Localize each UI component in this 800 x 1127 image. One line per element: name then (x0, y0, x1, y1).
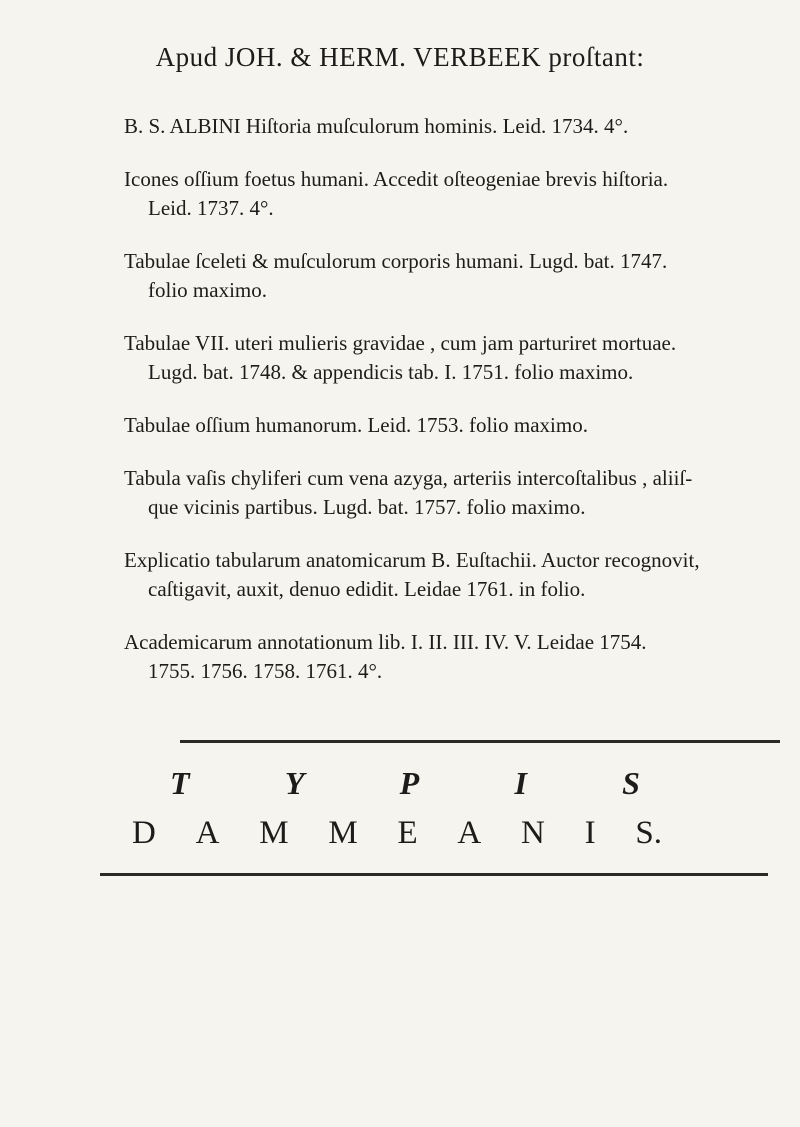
list-item (124, 628, 784, 686)
list-item (124, 112, 784, 141)
imprint-letter: E (397, 815, 418, 851)
imprint-letter: P (399, 765, 420, 801)
entry-line: Explicatio tabularum anatomicarum B. Euſtachii. Auctor recognovit, (124, 548, 700, 572)
list-item (124, 329, 784, 387)
entry-continuation: Leid. 1737. 4°. (148, 196, 274, 220)
imprint-typis (170, 765, 640, 802)
imprint-letter: Y (284, 765, 305, 801)
list-item (124, 411, 784, 440)
page-header: Apud JOH. & HERM. VERBEEK proſtant: (155, 42, 645, 72)
imprint-letter: S (622, 765, 640, 801)
entry-line: Tabula vaſis chyliferi cum vena azyga, arteriis intercoſtalibus , aliiſ- (124, 466, 693, 490)
entry-continuation: caſtigavit, auxit, denuo edidit. Leidae 1761. in folio. (148, 577, 586, 601)
entry-line: Academicarum annotationum lib. I. II. III. IV. V. Leidae 1754. (124, 630, 647, 654)
divider-rule (180, 740, 780, 743)
imprint-letter: N (520, 815, 545, 851)
imprint-letter: T (170, 765, 190, 801)
entry-line: Icones oſſium foetus humani. Accedit oſteogeniae brevis hiſtoria. (124, 167, 669, 191)
entry-continuation: folio maximo. (148, 278, 267, 302)
entry-continuation: que vicinis partibus. Lugd. bat. 1757. folio maximo. (148, 495, 586, 519)
imprint-letter: A (195, 815, 220, 851)
list-item (124, 464, 784, 522)
imprint-letter: D (132, 815, 156, 851)
imprint-letter: I (514, 765, 527, 801)
entry-line: Tabulae ſceleti & muſculorum corporis humani. Lugd. bat. 1747. (124, 249, 668, 273)
imprint-dammeanis (132, 815, 662, 852)
entry-line: B. S. ALBINI Hiſtoria muſculorum hominis. Leid. 1734. 4°. (124, 114, 629, 138)
entry-continuation: Lugd. bat. 1748. & appendicis tab. I. 1751. folio maximo. (148, 360, 634, 384)
imprint-letter: I (584, 815, 596, 851)
divider-rule (100, 873, 768, 876)
entry-line: Tabulae oſſium humanorum. Leid. 1753. folio maximo. (124, 413, 588, 437)
entry-line: Tabulae VII. uteri mulieris gravidae , cum jam parturiret mortuae. (124, 331, 677, 355)
list-item (124, 165, 784, 223)
imprint-letter: M (328, 815, 358, 851)
list-item (124, 546, 784, 604)
imprint-letter: A (457, 815, 482, 851)
book-list (124, 112, 784, 710)
entry-continuation: 1755. 1756. 1758. 1761. 4°. (148, 659, 383, 683)
list-item (124, 247, 784, 305)
imprint-letter: M (259, 815, 289, 851)
imprint-letter: S. (635, 815, 662, 851)
